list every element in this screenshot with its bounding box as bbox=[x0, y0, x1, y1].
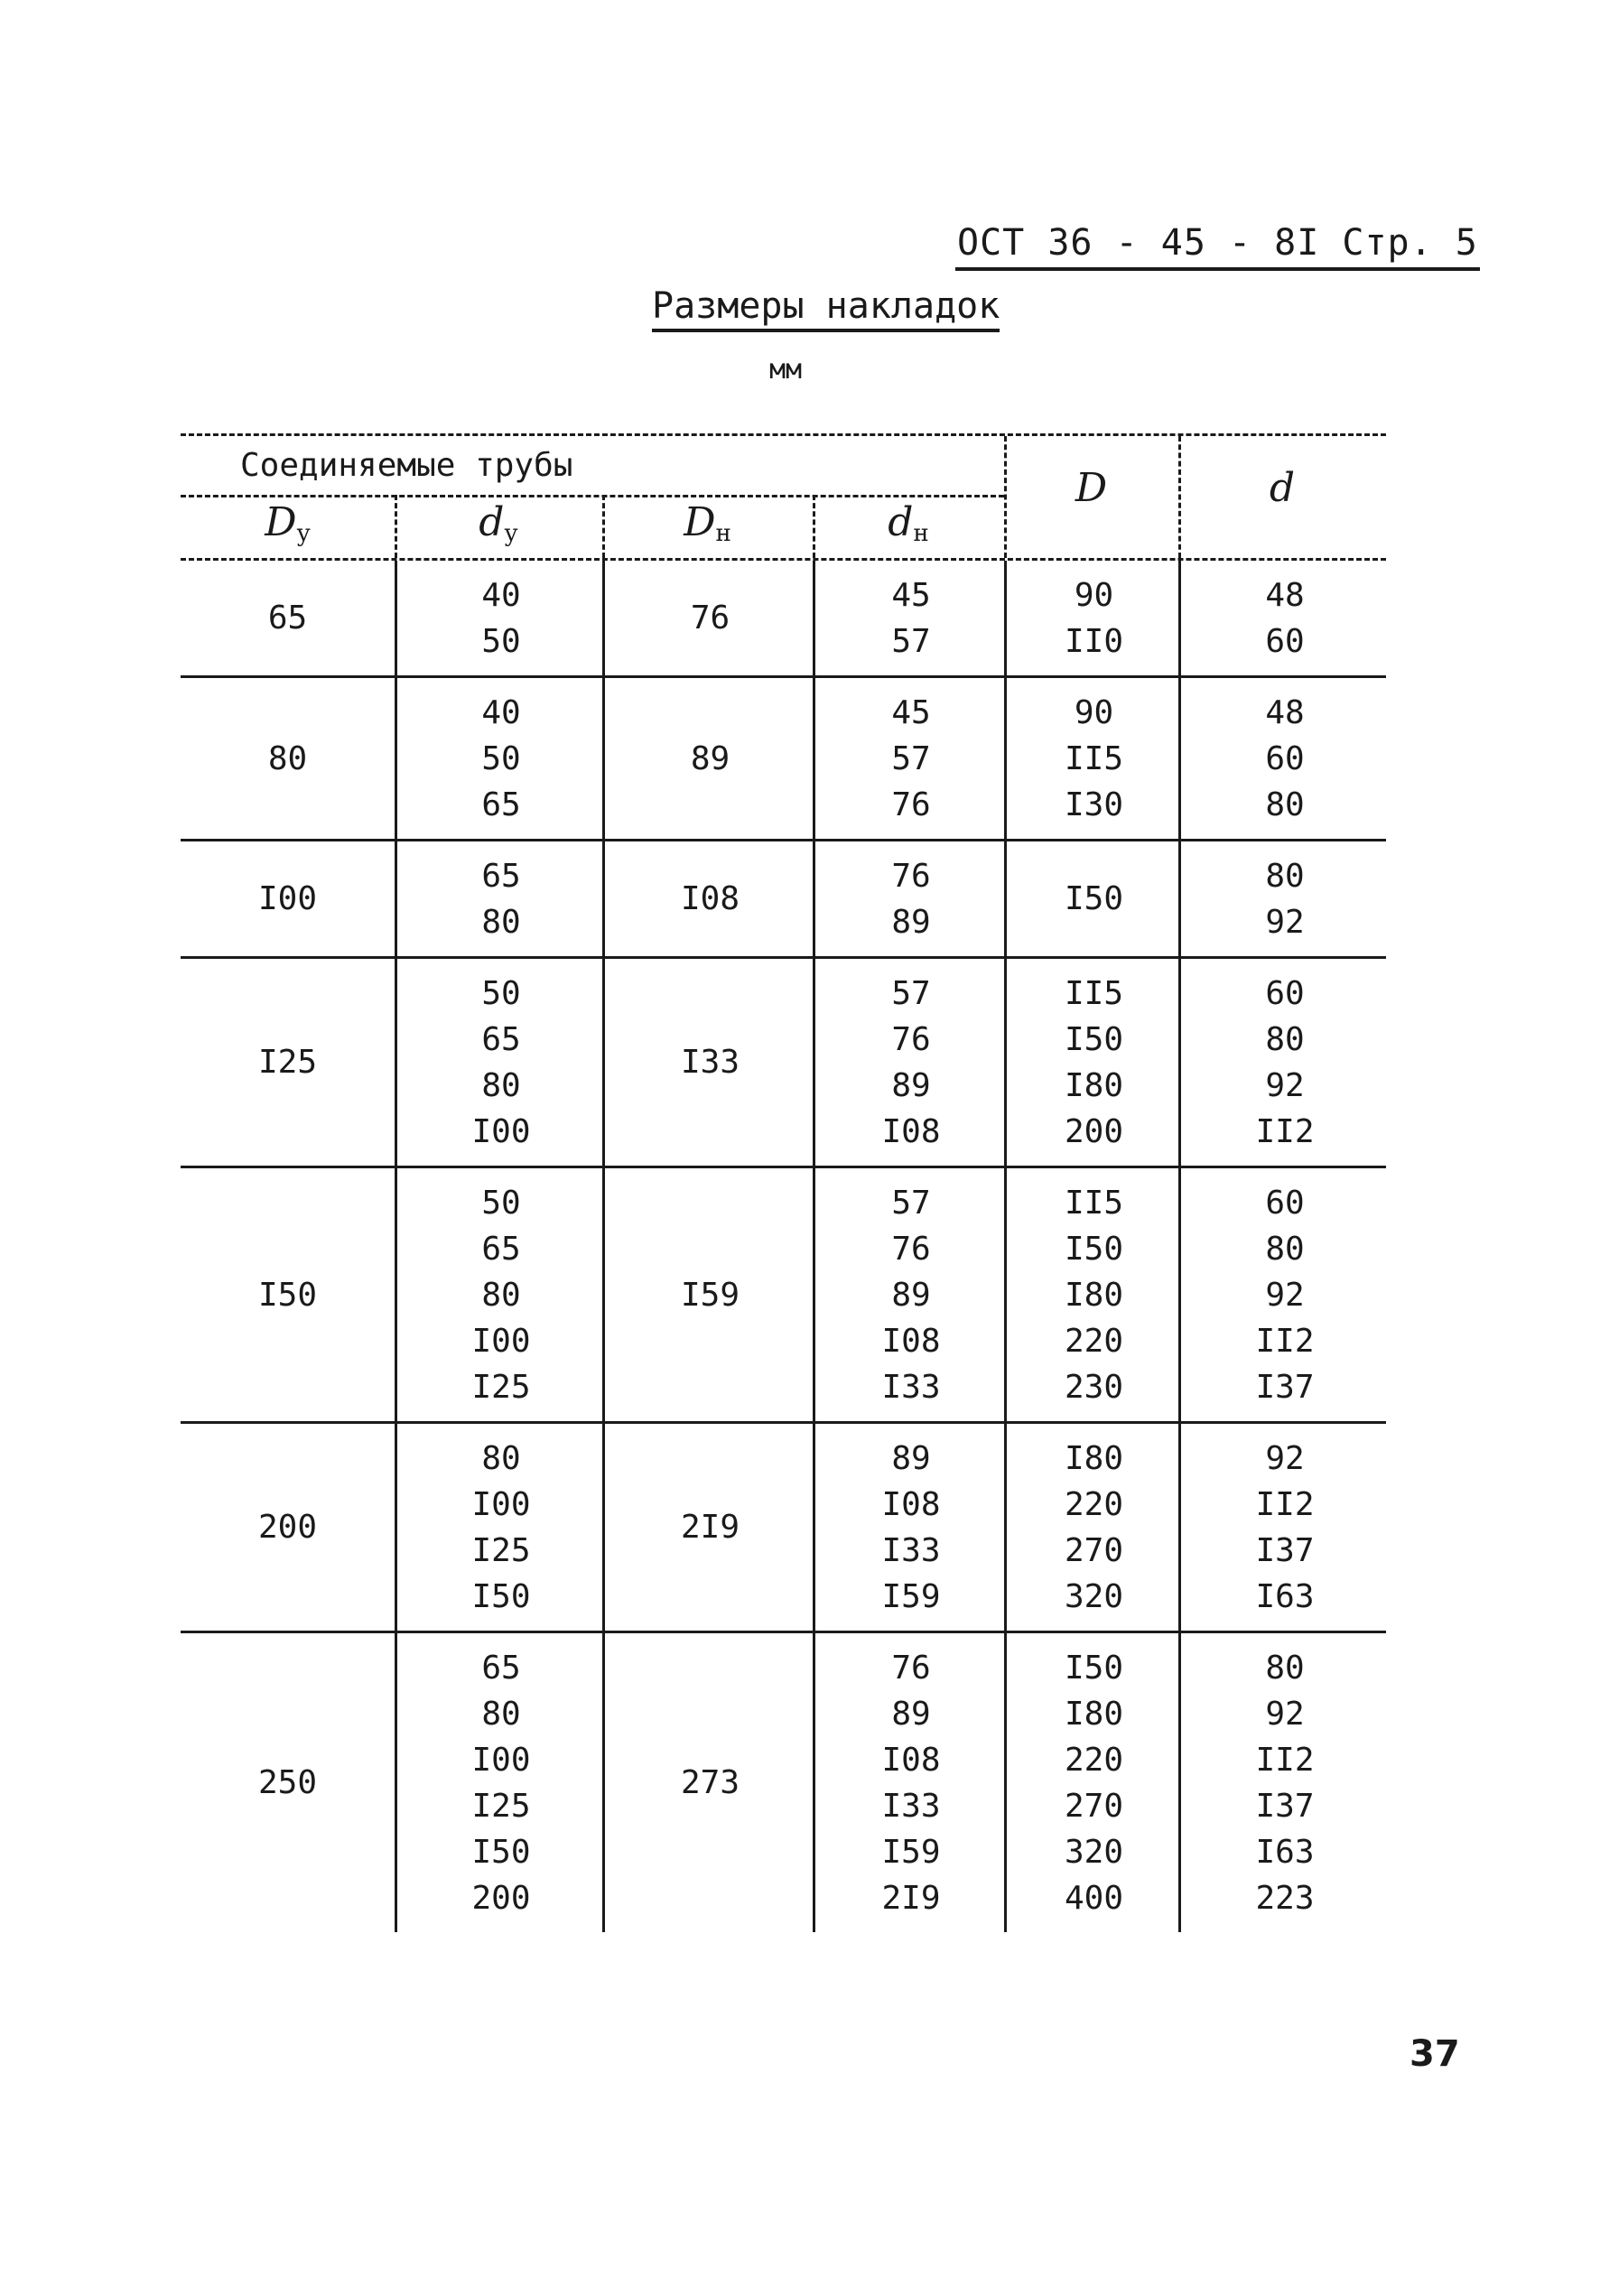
cell-value: I30 bbox=[1064, 785, 1124, 823]
cell-value: I50 bbox=[471, 1577, 531, 1615]
cell-value: 90 bbox=[1074, 576, 1114, 614]
cell-value: 80 bbox=[1265, 1649, 1305, 1687]
cell-value: 45 bbox=[891, 693, 931, 731]
cell-value: 80 bbox=[1265, 857, 1305, 895]
cell-value: 65 bbox=[481, 1230, 521, 1268]
cell-value: 200 bbox=[471, 1879, 531, 1917]
cell-dn bbox=[813, 1424, 1007, 1631]
cell-dn bbox=[813, 1168, 1007, 1421]
cell-dy bbox=[395, 841, 605, 956]
header-Dn: $D_н$ bbox=[684, 499, 731, 547]
cell-dn bbox=[813, 678, 1007, 839]
cell-value: 220 bbox=[1064, 1322, 1124, 1360]
cell-value: I37 bbox=[1255, 1787, 1315, 1825]
cell-value: 200 bbox=[1064, 1112, 1124, 1150]
cell-D bbox=[1004, 841, 1181, 956]
cell-value: 273 bbox=[680, 1764, 740, 1801]
cell-value: I25 bbox=[471, 1787, 531, 1825]
cell-D bbox=[1004, 1168, 1181, 1421]
cell-value: 80 bbox=[481, 1439, 521, 1477]
cell-value: II5 bbox=[1064, 739, 1124, 777]
table-header bbox=[181, 433, 1386, 561]
cell-value: 80 bbox=[481, 1066, 521, 1104]
cell-value: 60 bbox=[1265, 1184, 1305, 1222]
group-header bbox=[181, 436, 1004, 497]
cell-value: II2 bbox=[1255, 1741, 1315, 1779]
cell-d bbox=[1178, 561, 1389, 675]
cell-value: 57 bbox=[891, 1184, 931, 1222]
cell-value: I00 bbox=[471, 1322, 531, 1360]
cell-Dy bbox=[181, 959, 395, 1166]
cell-value: 48 bbox=[1265, 693, 1305, 731]
cell-D bbox=[1004, 678, 1181, 839]
header-d: d bbox=[1269, 465, 1296, 511]
cell-value: I08 bbox=[881, 1112, 941, 1150]
cell-value: 270 bbox=[1064, 1787, 1124, 1825]
cell-value: I63 bbox=[1255, 1833, 1315, 1871]
cell-Dn bbox=[602, 841, 815, 956]
cell-value: 80 bbox=[481, 1695, 521, 1733]
cell-value: I08 bbox=[881, 1741, 941, 1779]
cell-value: 50 bbox=[481, 622, 521, 660]
header-Dy: $D_у$ bbox=[265, 499, 311, 547]
cell-value: 92 bbox=[1265, 903, 1305, 941]
cell-Dn bbox=[602, 678, 815, 839]
cell-value: I59 bbox=[881, 1577, 941, 1615]
cell-value: 57 bbox=[891, 739, 931, 777]
cell-value: I80 bbox=[1064, 1276, 1124, 1314]
cell-dy bbox=[395, 561, 605, 675]
cell-value: I50 bbox=[1064, 1020, 1124, 1058]
cell-value: II2 bbox=[1255, 1485, 1315, 1523]
cell-value: 48 bbox=[1265, 576, 1305, 614]
cell-value: I25 bbox=[471, 1368, 531, 1406]
cell-value: 320 bbox=[1064, 1577, 1124, 1615]
cell-value: I33 bbox=[881, 1531, 941, 1569]
cell-value: 89 bbox=[891, 1695, 931, 1733]
cell-value: I25 bbox=[257, 1044, 318, 1081]
page-title: Размеры накладок bbox=[652, 285, 1000, 332]
cell-D bbox=[1004, 1424, 1181, 1631]
cell-dn bbox=[813, 959, 1007, 1166]
header-D: D bbox=[1075, 465, 1108, 511]
cell-value: 60 bbox=[1265, 974, 1305, 1012]
cell-value: I25 bbox=[471, 1531, 531, 1569]
cell-Dy bbox=[181, 1168, 395, 1421]
cell-value: 50 bbox=[481, 739, 521, 777]
cell-dy bbox=[395, 1633, 605, 1932]
table-row bbox=[181, 1633, 1386, 1932]
cell-D bbox=[1004, 561, 1181, 675]
cell-Dn bbox=[602, 561, 815, 675]
cell-d bbox=[1178, 1168, 1389, 1421]
cell-D bbox=[1004, 959, 1181, 1166]
cell-Dn bbox=[602, 1633, 815, 1932]
cell-value: I00 bbox=[471, 1741, 531, 1779]
cell-value: II0 bbox=[1064, 622, 1124, 660]
cell-value: 223 bbox=[1255, 1879, 1315, 1917]
cell-value: 92 bbox=[1265, 1276, 1305, 1314]
cell-value: 80 bbox=[481, 903, 521, 941]
dimensions-table bbox=[181, 433, 1386, 1932]
cell-value: I50 bbox=[471, 1833, 531, 1871]
cell-value: I80 bbox=[1064, 1439, 1124, 1477]
cell-value: I50 bbox=[257, 1276, 318, 1314]
cell-Dy bbox=[181, 561, 395, 675]
cell-value: 60 bbox=[1265, 739, 1305, 777]
cell-value: 2I9 bbox=[881, 1879, 941, 1917]
cell-value: II5 bbox=[1064, 974, 1124, 1012]
cell-Dn bbox=[602, 959, 815, 1166]
cell-value: 65 bbox=[481, 1649, 521, 1687]
cell-dy bbox=[395, 1168, 605, 1421]
cell-value: 80 bbox=[267, 739, 308, 777]
cell-value: I63 bbox=[1255, 1577, 1315, 1615]
cell-value: 50 bbox=[481, 1184, 521, 1222]
cell-value: I00 bbox=[471, 1112, 531, 1150]
cell-value: 200 bbox=[257, 1509, 318, 1546]
cell-d bbox=[1178, 1424, 1389, 1631]
cell-value: I59 bbox=[881, 1833, 941, 1871]
cell-value: 80 bbox=[1265, 1230, 1305, 1268]
cell-value: 65 bbox=[481, 1020, 521, 1058]
cell-value: 80 bbox=[1265, 785, 1305, 823]
cell-value: 2I9 bbox=[680, 1509, 740, 1546]
cell-value: I33 bbox=[881, 1368, 941, 1406]
header-dn: $d_н$ bbox=[888, 499, 929, 547]
cell-value: 89 bbox=[891, 1066, 931, 1104]
cell-value: 76 bbox=[891, 1230, 931, 1268]
cell-value: 40 bbox=[481, 693, 521, 731]
cell-value: I80 bbox=[1064, 1066, 1124, 1104]
cell-value: 80 bbox=[1265, 1020, 1305, 1058]
cell-value: I80 bbox=[1064, 1695, 1124, 1733]
cell-dn bbox=[813, 561, 1007, 675]
cell-value: 89 bbox=[891, 1276, 931, 1314]
cell-value: 65 bbox=[481, 785, 521, 823]
cell-dy bbox=[395, 959, 605, 1166]
cell-value: 92 bbox=[1265, 1695, 1305, 1733]
cell-dn bbox=[813, 1633, 1007, 1932]
cell-d bbox=[1178, 841, 1389, 956]
cell-value: 250 bbox=[257, 1764, 318, 1801]
cell-value: 270 bbox=[1064, 1531, 1124, 1569]
cell-value: 76 bbox=[891, 785, 931, 823]
cell-value: 76 bbox=[891, 1020, 931, 1058]
cell-value: 220 bbox=[1064, 1485, 1124, 1523]
cell-dy bbox=[395, 1424, 605, 1631]
cell-value: II5 bbox=[1064, 1184, 1124, 1222]
cell-value: 89 bbox=[690, 739, 730, 777]
cell-value: 45 bbox=[891, 576, 931, 614]
cell-value: 76 bbox=[690, 600, 730, 637]
cell-value: 60 bbox=[1265, 622, 1305, 660]
cell-d bbox=[1178, 959, 1389, 1166]
cell-value: 50 bbox=[481, 974, 521, 1012]
cell-dy bbox=[395, 678, 605, 839]
cell-value: 89 bbox=[891, 1439, 931, 1477]
cell-value: I00 bbox=[257, 880, 318, 917]
cell-value: 92 bbox=[1265, 1066, 1305, 1104]
cell-d bbox=[1178, 678, 1389, 839]
table-row bbox=[181, 959, 1386, 1168]
cell-value: 230 bbox=[1064, 1368, 1124, 1406]
cell-value: 65 bbox=[481, 857, 521, 895]
cell-value: 320 bbox=[1064, 1833, 1124, 1871]
cell-Dy bbox=[181, 1424, 395, 1631]
cell-value: I50 bbox=[1064, 1649, 1124, 1687]
table-row bbox=[181, 561, 1386, 678]
cell-value: 80 bbox=[481, 1276, 521, 1314]
cell-value: I33 bbox=[680, 1044, 740, 1081]
cell-value: 400 bbox=[1064, 1879, 1124, 1917]
cell-Dn bbox=[602, 1424, 815, 1631]
cell-Dy bbox=[181, 1633, 395, 1932]
cell-value: 40 bbox=[481, 576, 521, 614]
cell-dn bbox=[813, 841, 1007, 956]
unit-label: мм bbox=[769, 354, 803, 386]
cell-value: I08 bbox=[881, 1322, 941, 1360]
page-number: 37 bbox=[1410, 2033, 1460, 2075]
cell-value: 57 bbox=[891, 974, 931, 1012]
cell-value: 220 bbox=[1064, 1741, 1124, 1779]
table-row bbox=[181, 841, 1386, 959]
cell-value: I37 bbox=[1255, 1531, 1315, 1569]
cell-value: 57 bbox=[891, 622, 931, 660]
standard-reference: ОСТ 36 - 45 - 8I Стр. 5 bbox=[955, 222, 1480, 271]
table-row bbox=[181, 678, 1386, 841]
cell-Dy bbox=[181, 841, 395, 956]
cell-value: II2 bbox=[1255, 1112, 1315, 1150]
cell-value: I33 bbox=[881, 1787, 941, 1825]
cell-value: 65 bbox=[267, 600, 308, 637]
cell-value: I08 bbox=[680, 880, 740, 917]
cell-value: I50 bbox=[1064, 880, 1124, 917]
cell-Dn bbox=[602, 1168, 815, 1421]
cell-value: 92 bbox=[1265, 1439, 1305, 1477]
cell-value: 89 bbox=[891, 903, 931, 941]
header-dy: $d_у$ bbox=[479, 499, 518, 547]
group-header-label: Соединяемые трубы bbox=[240, 447, 573, 484]
cell-d bbox=[1178, 1633, 1389, 1932]
cell-D bbox=[1004, 1633, 1181, 1932]
cell-Dy bbox=[181, 678, 395, 839]
cell-value: I50 bbox=[1064, 1230, 1124, 1268]
cell-value: I37 bbox=[1255, 1368, 1315, 1406]
table-row bbox=[181, 1168, 1386, 1424]
cell-value: I08 bbox=[881, 1485, 941, 1523]
table-row bbox=[181, 1424, 1386, 1633]
cell-value: II2 bbox=[1255, 1322, 1315, 1360]
cell-value: 76 bbox=[891, 1649, 931, 1687]
cell-value: 90 bbox=[1074, 693, 1114, 731]
table-body bbox=[181, 561, 1386, 1932]
cell-value: 76 bbox=[891, 857, 931, 895]
cell-value: I00 bbox=[471, 1485, 531, 1523]
cell-value: I59 bbox=[680, 1276, 740, 1314]
